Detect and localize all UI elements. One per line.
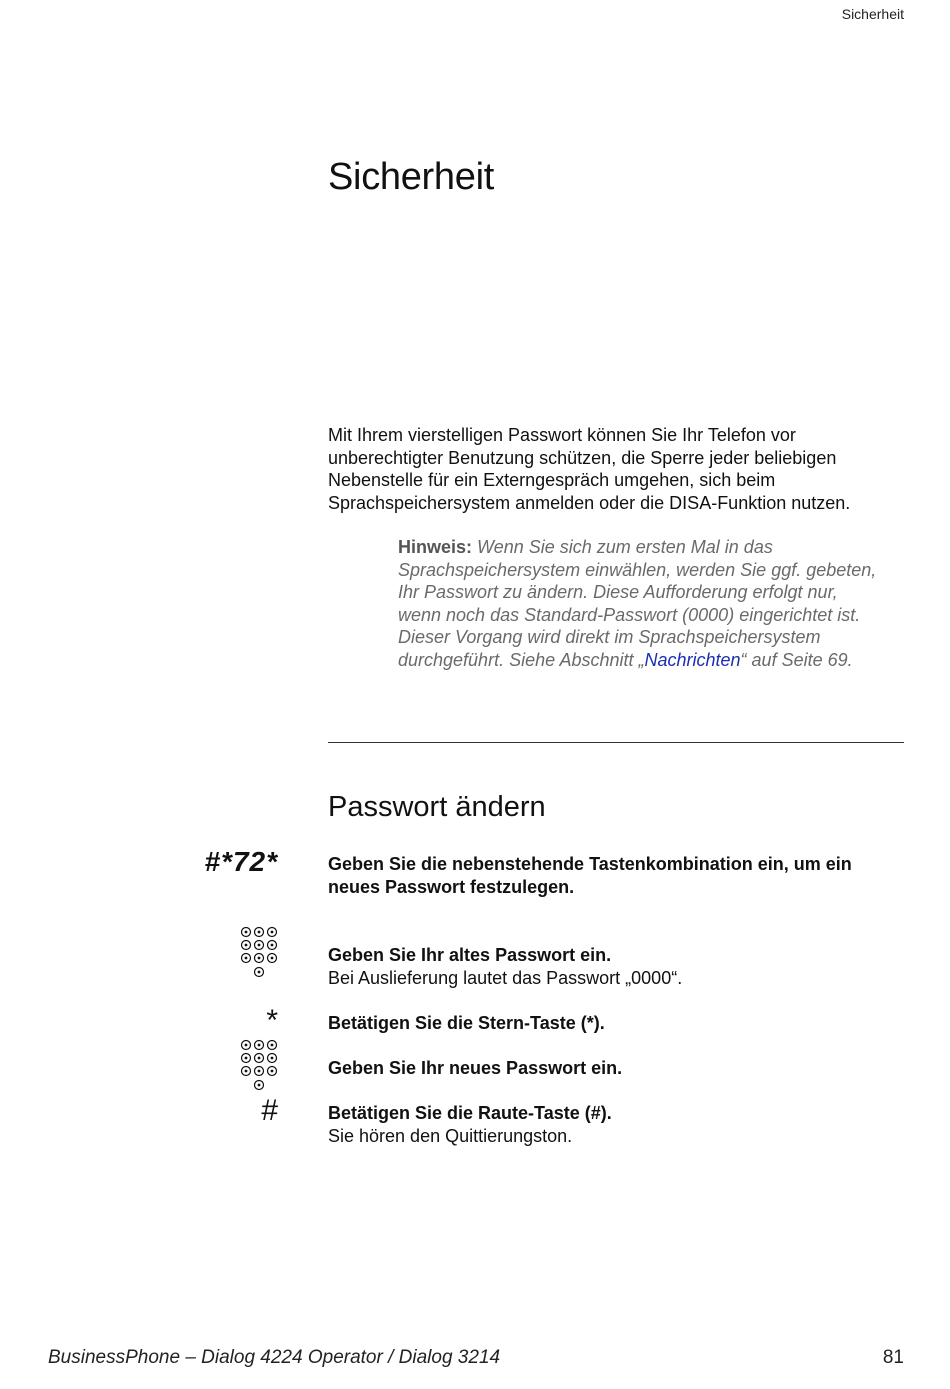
step-4-instruction: Geben Sie Ihr neues Passwort ein. [328,1058,623,1078]
intro-paragraph: Mit Ihrem vierstelligen Passwort können Sie Ihr Telefon vor unberechtigter Benutzung schützen, die Sperre jeder beliebigen Nebenstelle für ein Externgespräch umgehen, sich beim Sprachspeichersystem anmelden oder die DISA-Funktion nutzen. [328,425,851,513]
hash-key-icon: # [261,1094,278,1127]
section-divider [328,742,904,743]
keypad-icon [240,1039,278,1098]
footer-product-title: BusinessPhone – Dialog 4224 Operator / Dialog 3214 [48,1347,501,1368]
step-5 [328,1102,908,1147]
page-number: 81 [882,1347,904,1368]
note-link-open-quote: „ [638,649,645,670]
page-title: Sicherheit [328,156,494,198]
step-1-instruction: Geben Sie die nebenstehende Tastenkombination ein, um ein neues Passwort festzulegen. [328,854,852,897]
running-header: Sicherheit [841,6,904,22]
note-text: Wenn Sie sich zum ersten Mal in das Sprachspeichersystem einwählen, werden Sie ggf. gebeten, Ihr Passwort zu ändern. Diese Aufforderung erfolgt nur, wenn noch das Standard-Passwort (0000) eingerichtet ist. Dieser Vorgang wird direkt im Sprachspeichersystem durchgeführt. Siehe Abschnitt [398,537,877,670]
section-title: Passwort ändern [328,791,546,823]
keypad-icon [240,926,278,980]
keypad-icon [240,926,278,985]
star-key-icon: * [266,1004,278,1037]
step-2-detail: Bei Auslieferung lautet das Passwort „0000“. [328,967,683,988]
key-combination-icon: #*72* [204,846,278,877]
note-label: Hinweis: [398,537,473,557]
step-3 [328,1012,908,1035]
step-2-instruction: Geben Sie Ihr altes Passwort ein. [328,945,612,965]
step-2 [328,944,908,989]
step-4 [328,1057,908,1080]
note-link-suffix: “ auf Seite 69. [740,649,853,670]
keypad-icon [240,1039,278,1093]
step-5-instruction: Betätigen Sie die Raute-Taste (#). [328,1103,612,1123]
nachrichten-link[interactable]: Nachrichten [644,649,741,670]
step-3-instruction: Betätigen Sie die Stern-Taste (*). [328,1013,605,1033]
step-1 [328,853,908,898]
note-box [398,536,878,672]
step-5-detail: Sie hören den Quittierungston. [328,1125,573,1146]
